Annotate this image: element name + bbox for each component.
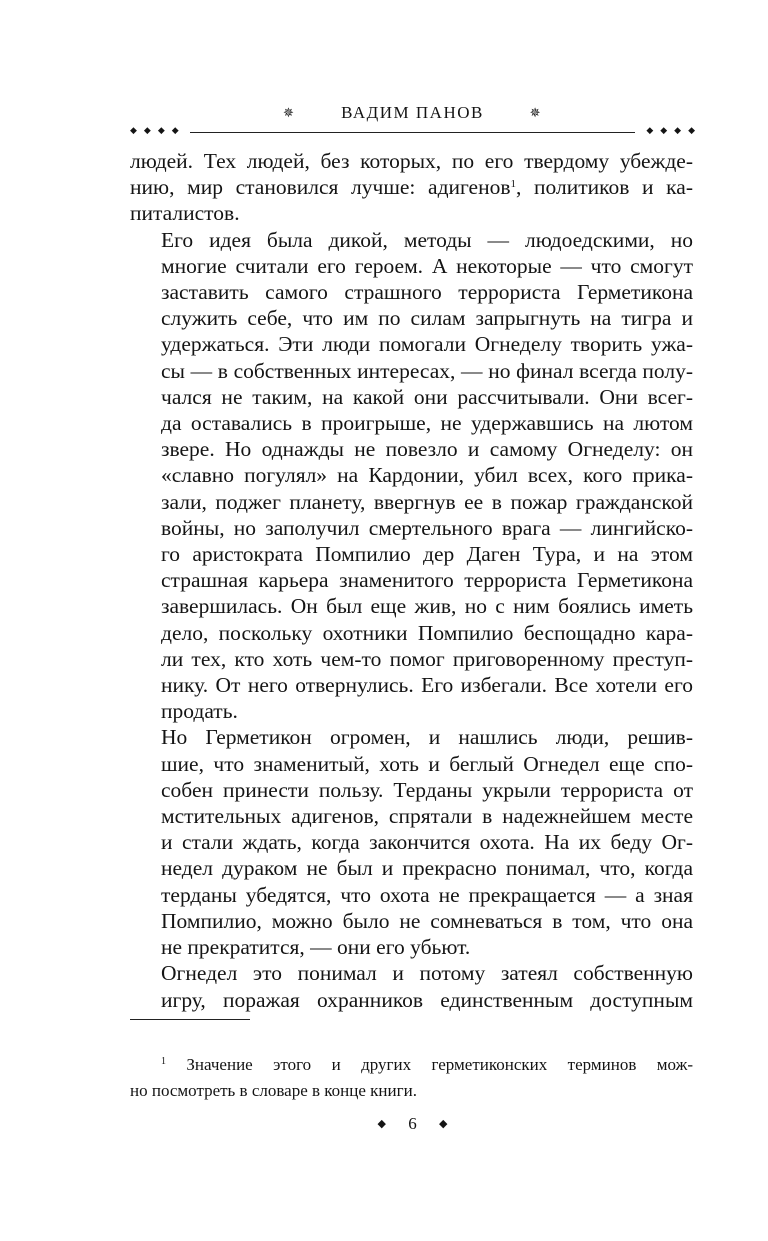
- text-line: людей. Тех людей, без которых, по его твердому убежде-: [130, 149, 693, 173]
- text-line: [130, 174, 693, 200]
- text-fragment: нию, мир становился лучше: адигенов: [130, 175, 511, 200]
- text-line: собен принести пользу. Терданы укрыли террориста от: [161, 777, 693, 802]
- text-line: завершилась. Он был еще жив, но с ним боялись иметь: [161, 594, 693, 619]
- text-line: и стали ждать, когда закончится охота. На их беду Ог-: [161, 830, 693, 855]
- text-line: ли тех, кто хоть чем-то помог приговоренному преступ-: [161, 646, 693, 671]
- text-line: удержаться. Эти люди помогали Огнеделу творить ужа-: [161, 332, 693, 357]
- running-header: [130, 101, 695, 125]
- author-name: ВАДИМ ПАНОВ: [341, 103, 484, 122]
- text-line: продать.: [161, 699, 238, 724]
- text-line: заставить самого страшного террориста Герметикона: [161, 280, 693, 305]
- text-line: Помпилио, можно было не сомневаться в том, что она: [161, 908, 693, 933]
- paragraph-4: [130, 960, 693, 1012]
- rule-dots-right-icon: ◆◆◆◆: [646, 126, 702, 136]
- text-fragment: , политиков и ка-: [516, 175, 693, 200]
- text-line: сы — в собственных интересах, — но финал всегда полу-: [161, 358, 693, 383]
- text-line: многие считали его героем. А некоторые — что смогут: [161, 253, 693, 278]
- page-number: 6: [408, 1114, 417, 1133]
- text-line: недел дураком не был и прекрасно понимал, что, когда: [161, 856, 693, 881]
- text-line: не прекратится, — они его убьют.: [161, 935, 471, 960]
- main-text: [130, 148, 693, 1013]
- text-line: звере. Но однажды не повезло и самому Огнеделу: он: [161, 437, 693, 462]
- header-rule: [130, 126, 702, 136]
- header-ornament-right-icon: ✵: [529, 105, 543, 120]
- footnote-number: 1: [161, 1056, 166, 1067]
- text-line: терданы убедятся, что охота не прекращается — а зная: [161, 882, 693, 907]
- header-ornament-left-icon: ✵: [282, 105, 296, 120]
- text-line: игру, поражая охранников единственным доступным: [161, 987, 693, 1012]
- text-line: дело, поскольку охотники Помпилио беспощадно кара-: [161, 620, 693, 645]
- text-line: го аристократа Помпилио дер Даген Тура, и на этом: [161, 542, 693, 567]
- text-line: питалистов.: [130, 201, 240, 226]
- paragraph-1: [130, 148, 693, 227]
- text-line: нику. От него отвернулись. Его избегали. Все хотели его: [161, 673, 693, 698]
- footnote-rule: [130, 1019, 250, 1020]
- text-line: да оставались в проигрыше, не удержавшись на лютом: [161, 411, 693, 436]
- footnote-text: Значение этого и других герметиконских терминов мож-: [186, 1055, 693, 1074]
- text-line: шие, что знаменитый, хоть и беглый Огнедел еще спо-: [161, 751, 693, 776]
- footnote-line: [130, 1052, 693, 1078]
- rule-dots-left-icon: ◆◆◆◆: [130, 126, 186, 136]
- text-line: Но Герметикон огромен, и нашлись люди, решив-: [161, 725, 693, 750]
- paragraph-2: [130, 227, 693, 725]
- page-ornament-left-icon: ◆: [377, 1117, 386, 1130]
- text-line: «славно погулял» на Кардонии, убил всех, кого прика-: [161, 463, 693, 488]
- page-ornament-right-icon: ◆: [439, 1117, 448, 1130]
- text-line: чался не таким, на какой они рассчитывали. Они всег-: [161, 384, 693, 409]
- text-line: войны, но заполучил смертельного врага — лингийско-: [161, 515, 693, 540]
- footnote-marker: 1: [510, 178, 517, 191]
- text-line: Его идея была дикой, методы — людоедскими, но: [161, 227, 693, 252]
- text-line: служить себе, что им по силам запрыгнуть на тигра и: [161, 306, 693, 331]
- paragraph-3: [130, 724, 693, 960]
- page-footer: [130, 1112, 695, 1136]
- text-line: мстительных адигенов, спрятали в надежнейшем месте: [161, 804, 693, 829]
- text-line: Огнедел это понимал и потому затеял собственную: [161, 961, 693, 986]
- text-line: страшная карьера знаменитого террориста Герметикона: [161, 568, 693, 593]
- footnote-line: но посмотреть в словаре в конце книги.: [130, 1081, 417, 1100]
- header-rule-line: [190, 132, 635, 133]
- text-line: зали, поджег планету, ввергнув ее в пожар гражданской: [161, 489, 693, 514]
- footnote: [130, 1052, 693, 1104]
